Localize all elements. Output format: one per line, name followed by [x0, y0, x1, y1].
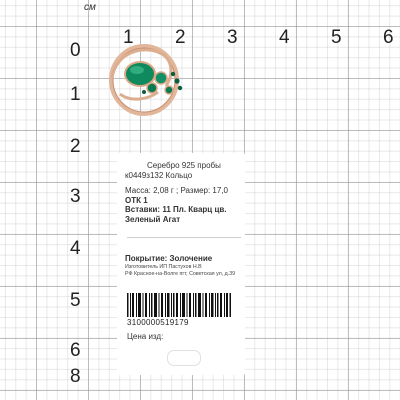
- tag-address: РФ Красное-на-Волге пгт, Советская ул, д.39: [125, 271, 236, 277]
- ruler-top-4: 4: [279, 27, 290, 48]
- ruler-left-3: 3: [70, 186, 81, 207]
- tag-bottom-slot: [167, 350, 201, 366]
- ruler-top-0: 0: [70, 40, 81, 61]
- ruler-left-8: 8: [70, 366, 81, 387]
- ruler-left-6: 6: [70, 340, 81, 361]
- tag-lower-text: [125, 253, 243, 278]
- small-stone-1: [174, 78, 179, 83]
- tag-metal: Серебро 925 пробы: [147, 161, 221, 170]
- price-tag: [117, 153, 245, 375]
- barcode-number: 3100000519179: [127, 318, 189, 327]
- side-stone-3: [165, 86, 173, 94]
- tag-divider: [127, 237, 241, 238]
- main-stone-highlight: [130, 66, 144, 74]
- ruler-top-6: 6: [383, 27, 394, 48]
- tag-inserts: Вставки: 11 Пл. Кварц цв.: [125, 205, 227, 214]
- ruler-top-1: 1: [123, 27, 134, 48]
- tag-inserts-cont: Зеленый Агат: [125, 214, 181, 224]
- ruler-left-4: 4: [70, 238, 81, 259]
- small-stone-2: [178, 86, 182, 90]
- ring-image: [100, 38, 192, 118]
- side-stone-2: [147, 83, 157, 93]
- tag-maker: Изготовитель ИП Пастухов Н.В: [125, 264, 202, 270]
- small-stone-4: [142, 90, 146, 94]
- small-stone-3: [171, 72, 175, 76]
- main-stone: [125, 62, 155, 86]
- ruler-top-2: 2: [175, 27, 186, 48]
- ruler-top-3: 3: [227, 27, 238, 48]
- barcode: [127, 293, 231, 317]
- ruler-top-5: 5: [331, 27, 342, 48]
- ruler-unit-label: см: [84, 2, 96, 13]
- tag-article: к0449з132 Кольцо: [125, 170, 193, 180]
- tag-weight-size: Масса: 2,08 г ; Размер: 17,0: [125, 186, 228, 195]
- ruler-left-2: 2: [70, 136, 81, 157]
- tag-upper-text: [125, 161, 241, 224]
- ruler-left-5: 5: [70, 290, 81, 311]
- price-label: Цена изд:: [127, 332, 164, 341]
- tag-coating: Покрытие: Золочение: [125, 254, 213, 263]
- side-stone-1: [155, 72, 167, 84]
- tag-otk: ОТК 1: [125, 195, 148, 205]
- ruler-left-1: 1: [70, 84, 81, 105]
